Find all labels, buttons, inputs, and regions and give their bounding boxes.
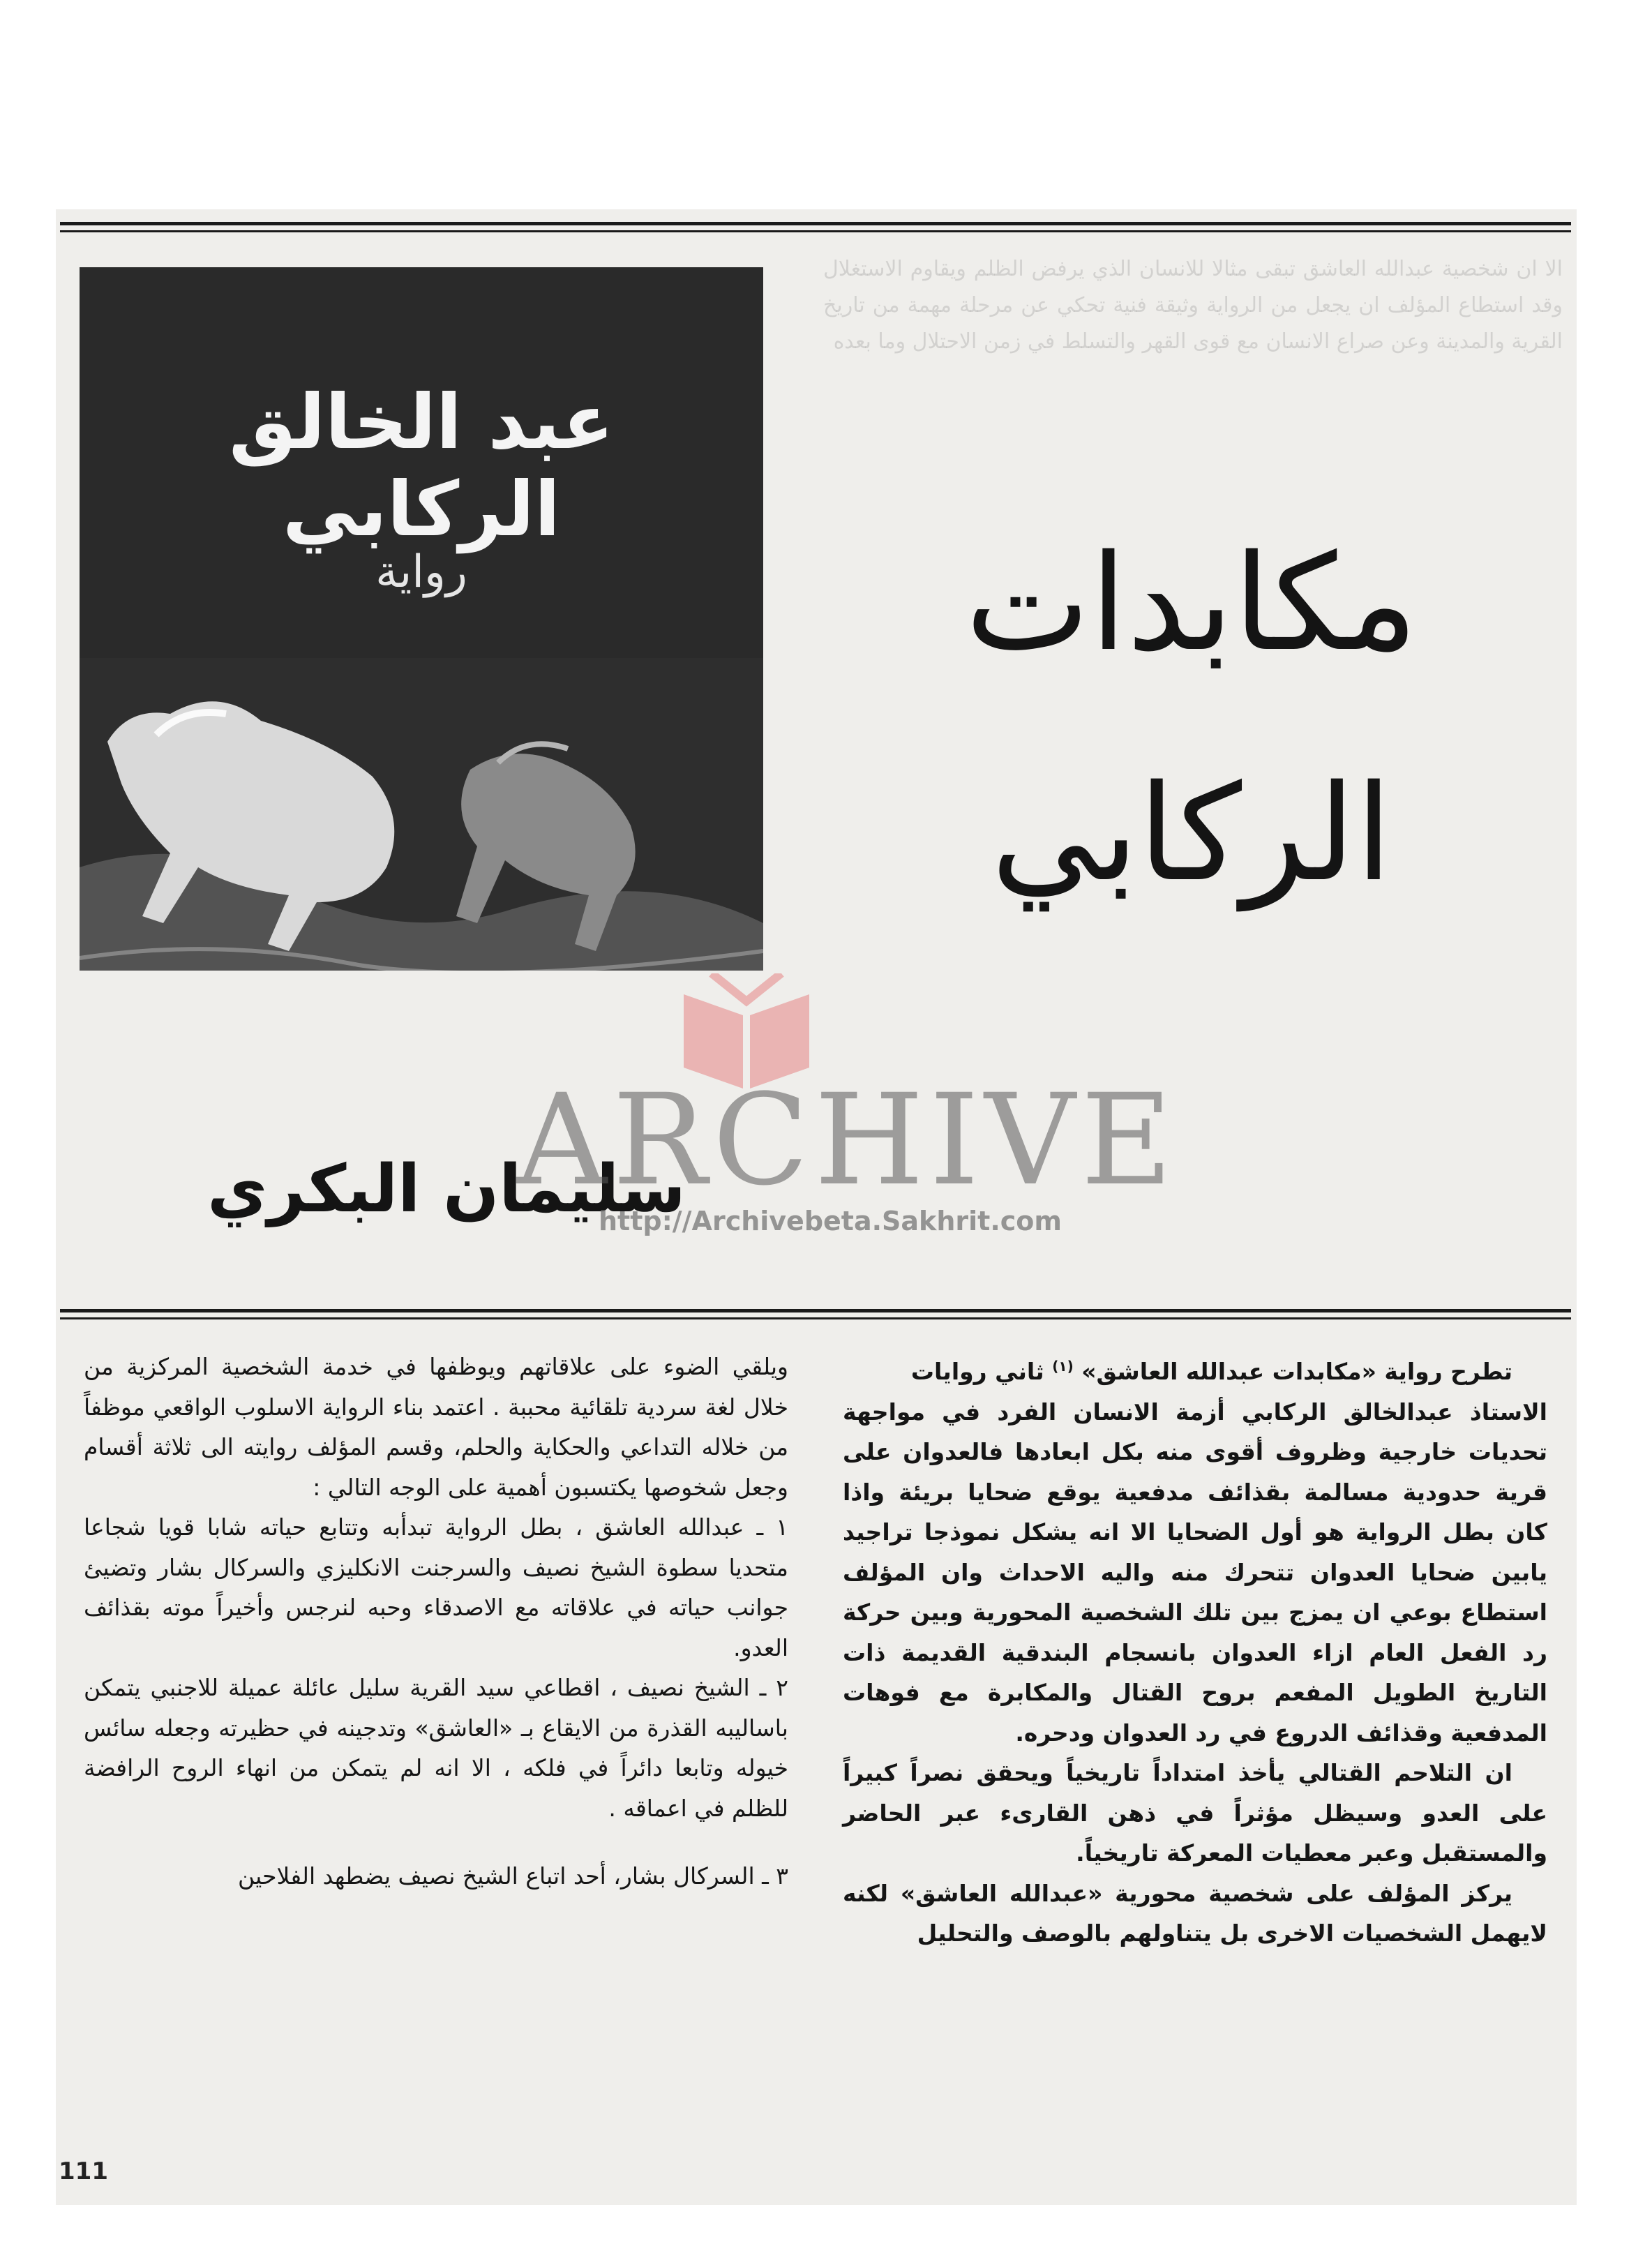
middle-rule-upper	[60, 1309, 1571, 1312]
article-column-right	[843, 1347, 1547, 1954]
paragraph-text: ٣ ـ السركال بشار، أحد اتباع الشيخ نصيف يضطهد الفلاحين	[238, 1862, 788, 1890]
horses-illustration	[80, 658, 763, 971]
paragraph	[843, 1753, 1547, 1873]
paragraph	[84, 1856, 788, 1897]
paragraph-text: ١ ـ عبدالله العاشق ، بطل الرواية تبدأبه وتتابع حياته شابا قويا شجاعا متحديا سطوة الشيخ نصيف والسرجنت الانكليزي والسركال بشار وتضيئ جوانب حياته في علاقاته مع الاصدقاء وحبه لنرجس وأخيراً موته بقذائف العدو.	[84, 1513, 788, 1661]
paragraph	[843, 1347, 1547, 1392]
page-number: 111	[59, 2157, 108, 2185]
paragraph	[84, 1668, 788, 1828]
paragraph	[84, 1507, 788, 1668]
paragraph-text: ثاني روايات	[910, 1358, 1044, 1385]
paragraph-text: ان التلاحم القتالي يأخذ امتداداً تاريخياً ويحقق نصراً كبيراً على العدو وسيظل مؤثراً في ذهن القارىء عبر الحاضر والمستقبل وعبر معطيات المعركة تاريخياً.	[843, 1759, 1547, 1867]
article-author: سليمان البكري	[207, 1151, 686, 1227]
middle-rule-lower	[60, 1317, 1571, 1319]
footnote-marker: (١)	[1052, 1358, 1074, 1375]
article-title	[892, 488, 1492, 949]
top-double-rule-lower	[60, 230, 1571, 232]
cover-author-name: عبد الخالق الركابي	[229, 379, 614, 553]
bleed-text: الا ان شخصية عبدالله العاشق تبقى مثالا للانسان الذي يرفض الظلم ويقاوم الاستغلال وقد استطاع المؤلف ان يجعل من الرواية وثيقة فنية تحكي عن مرحلة مهمة من تاريخ القرية والمدينة وعن صراع الانسان مع قوى القهر والتسلط في زمن الاحتلال وما بعده	[823, 257, 1563, 354]
paragraph-text: الاستاذ عبدالخالق الركابي أزمة الانسان الفرد في مواجهة تحديات خارجية وظروف أقوى منه بكل ابعادها فالعدوان على قرية حدودية مسالمة بقذائف مدفعية يوقع ضحايا بريئة واذا كان بطل الرواية هو أول الضحايا الا انه يشكل نموذجا تراجيد يابين ضحايا العدوان تتحرك منه واليه الاحداث وان المؤلف استطاع بوعي ان يمزج بين تلك الشخصية المحورية وبين حركة رد الفعل العام ازاء العدوان بانسجام البندقية القديمة ذات التاريخ الطويل المفعم بروح القتال والمكابرة مع فوهات المدفعية وقذائف الدروع في رد العدوان ودحره.	[843, 1398, 1547, 1746]
paragraph-text: ٢ ـ الشيخ نصيف ، اقطاعي سيد القرية سليل عائلة عميلة للاجنبي يتمكن باساليبه القذرة من الايقاع بـ «العاشق» وتدجينه في حظيرته وجعله سائس خيوله وتابعا دائراً في فلكه ، الا انه لم يتمكن من انهاء الروح الرافضة للظلم في اعماقه .	[84, 1674, 788, 1822]
article-column-left	[84, 1347, 788, 1897]
article-title-line-1: مكابدات	[965, 526, 1418, 680]
paragraph	[843, 1392, 1547, 1753]
article-title-line-2: الركابي	[991, 756, 1392, 911]
paragraph-text: يركز المؤلف على شخصية محورية «عبدالله العاشق» لكنه لايهمل الشخصيات الاخرى بل يتناولهم بالوصف والتحليل	[843, 1879, 1547, 1947]
paragraph-text: تطرح رواية «مكابدات عبدالله العاشق»	[1081, 1358, 1512, 1385]
watermark-brand: ARCHIVE	[516, 1068, 1178, 1213]
cover-genre-label: رواية	[375, 546, 467, 598]
paragraph-text: ويلقي الضوء على علاقاتهم ويوظفها في خدمة الشخصية المركزية من خلال لغة سردية تلقائية محببة . اعتمد بناء الرواية الاسلوب الواقعي موظفاً من خلاله التداعي والحكاية والحلم، وقسم المؤلف روايته الى ثلاثة أقسام وجعل شخوصها يكتسبون أهمية على الوجه التالي :	[84, 1353, 788, 1501]
book-cover-image	[80, 267, 763, 971]
paragraph	[843, 1873, 1547, 1954]
top-double-rule-upper	[60, 222, 1571, 225]
watermark-url: http://Archivebeta.Sakhrit.com	[599, 1206, 1062, 1236]
paragraph	[84, 1347, 788, 1507]
